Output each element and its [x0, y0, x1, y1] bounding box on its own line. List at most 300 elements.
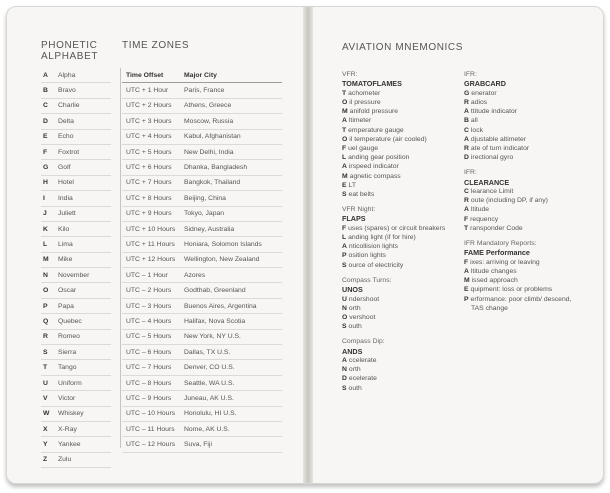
mnemonic-text: LT	[348, 181, 356, 189]
mnemonic-letter: M	[464, 277, 470, 285]
mnemonic-text: nticollision lights	[348, 243, 399, 251]
alphabet-letter: G	[43, 164, 49, 172]
mnemonic-item	[342, 374, 462, 383]
mnemonic-text: lock	[470, 126, 484, 134]
mnemonic-letter: R	[464, 98, 469, 106]
alphabet-letter: M	[43, 256, 49, 264]
alphabet-letter: U	[43, 379, 48, 387]
mnemonic-item	[342, 144, 462, 153]
time-zone-row	[122, 83, 282, 98]
major-city: Godthab, Greenland	[184, 287, 246, 295]
mnemonic-letter: L	[342, 234, 347, 242]
mnemonic-category: Compass Turns:	[342, 276, 392, 284]
major-city-header: Major City	[184, 71, 217, 79]
time-zone-row	[122, 360, 282, 375]
mnemonic-item	[464, 258, 584, 267]
mnemonic-block	[464, 70, 584, 162]
mnemonic-letter: D	[342, 375, 347, 383]
alphabet-word: Kilo	[58, 225, 70, 233]
major-city: New Delhi, India	[184, 148, 234, 156]
mnemonic-text: ecelerate	[348, 375, 377, 383]
mnemonic-item	[464, 295, 584, 313]
alphabet-word: Lima	[58, 240, 73, 248]
alphabet-row	[41, 253, 111, 268]
major-city: Juneau, AK U.S.	[184, 394, 234, 402]
mnemonic-letter: O	[342, 135, 348, 143]
alphabet-letter: P	[43, 302, 48, 310]
alphabet-word: Yankee	[58, 441, 81, 449]
mnemonic-name: GRABCARD	[464, 79, 506, 89]
mnemonic-text: djustable altimeter	[470, 135, 527, 143]
mnemonic-letter: R	[464, 197, 469, 205]
mnemonic-item	[464, 89, 584, 98]
mnemonic-item	[342, 356, 462, 365]
mnemonic-letter: G	[464, 89, 470, 97]
time-offset: UTC – 2 Hours	[126, 287, 172, 295]
major-city: Dallas, TX U.S.	[184, 348, 231, 356]
major-city: Honiara, Solomon Islands	[184, 240, 262, 248]
alphabet-word: Uniform	[58, 379, 82, 387]
time-offset: UTC – 11 Hours	[126, 425, 175, 433]
mnemonic-text: il temperature (air cooled)	[349, 135, 427, 143]
mnemonic-text: uel gauge	[348, 144, 379, 152]
mnemonic-text: ate of turn indicator	[470, 144, 530, 152]
mnemonic-item	[342, 116, 462, 125]
mnemonic-text: issed approach	[471, 277, 518, 285]
alphabet-letter: T	[43, 364, 48, 372]
mnemonic-letter: S	[342, 190, 347, 198]
time-zone-row	[122, 330, 282, 345]
time-zone-row	[122, 176, 282, 191]
alphabet-word: Charlie	[58, 102, 80, 110]
alphabet-row	[41, 268, 111, 283]
mnemonic-item	[464, 153, 584, 162]
mnemonic-item	[342, 89, 462, 98]
alphabet-letter: F	[43, 148, 48, 156]
alphabet-row	[41, 99, 111, 114]
time-offset: UTC – 1 Hour	[126, 271, 168, 279]
major-city: Honolulu, HI U.S.	[184, 410, 237, 418]
right-page	[313, 7, 603, 483]
alphabet-row	[41, 68, 111, 83]
major-city: Azores	[184, 271, 206, 279]
mnemonic-text: ixes: arriving or leaving	[470, 258, 540, 266]
alphabet-letter: D	[43, 117, 48, 125]
mnemonic-letter: A	[464, 108, 469, 116]
mnemonic-item	[464, 276, 584, 285]
alphabet-row	[41, 314, 111, 329]
mnemonic-text: requency	[470, 215, 499, 223]
major-city: Buenos Aires, Argentina	[184, 302, 257, 310]
time-offset: UTC – 5 Hours	[126, 333, 172, 341]
time-offset: UTC – 7 Hours	[126, 364, 172, 372]
mnemonic-item	[464, 116, 584, 125]
major-city: Suva, Fiji	[184, 441, 212, 449]
mnemonic-item	[464, 267, 584, 276]
mnemonic-item	[342, 365, 462, 374]
time-zone-row	[122, 207, 282, 222]
alphabet-word: Golf	[58, 164, 71, 172]
alphabet-row	[41, 114, 111, 129]
mnemonic-item	[464, 135, 584, 144]
mnemonic-letter: C	[464, 188, 469, 196]
mnemonics-column-right	[464, 70, 584, 319]
time-offset: UTC – 4 Hours	[126, 317, 172, 325]
mnemonic-item	[342, 313, 462, 322]
time-offset: UTC – 10 Hours	[126, 410, 176, 418]
mnemonic-text: anding light (if for hire)	[348, 234, 416, 242]
time-offset: UTC + 11 Hours	[126, 240, 175, 248]
major-city: Wellington, New Zealand	[184, 256, 260, 264]
mnemonic-text: vershoot	[349, 313, 376, 321]
alphabet-word: Delta	[58, 117, 74, 125]
mnemonic-letter: A	[464, 267, 469, 275]
time-zone-row	[122, 99, 282, 114]
mnemonic-name: FLAPS	[342, 214, 366, 224]
mnemonic-item	[342, 224, 462, 233]
alphabet-letter: S	[43, 348, 48, 356]
major-city: New York, NY U.S.	[184, 333, 241, 341]
mnemonic-text: irectional gyro	[470, 154, 514, 162]
mnemonic-item	[464, 205, 584, 214]
mnemonic-item	[342, 153, 462, 162]
time-zone-row	[122, 191, 282, 206]
mnemonic-letter: R	[464, 144, 469, 152]
alphabet-word: Alpha	[58, 71, 76, 79]
mnemonic-text: adios	[470, 98, 488, 106]
mnemonic-letter: F	[342, 144, 347, 152]
mnemonic-letter: E	[342, 181, 347, 189]
mnemonic-item	[464, 285, 584, 294]
book-spine	[303, 7, 313, 483]
alphabet-letter: O	[43, 287, 49, 295]
time-offset: UTC + 2 Hours	[126, 102, 172, 110]
mnemonic-item	[464, 107, 584, 116]
time-offset: UTC + 7 Hours	[126, 179, 172, 187]
alphabet-word: Victor	[58, 394, 76, 402]
alphabet-word: Hotel	[58, 179, 74, 187]
mnemonic-item	[342, 162, 462, 171]
mnemonic-letter: P	[464, 295, 469, 303]
mnemonic-block	[342, 276, 462, 332]
mnemonic-category: IFR:	[464, 169, 477, 177]
time-zone-row	[122, 314, 282, 329]
mnemonic-category: IFR Mandatory Reports:	[464, 240, 537, 248]
time-zone-row	[122, 437, 282, 452]
mnemonic-block	[342, 337, 462, 393]
alphabet-row	[41, 83, 111, 98]
time-offset: UTC + 1 Hour	[126, 87, 169, 95]
time-offset: UTC – 12 Hours	[126, 441, 176, 449]
mnemonic-text: outh	[348, 384, 362, 392]
mnemonic-item	[342, 98, 462, 107]
major-city: Halifax, Nova Scotia	[184, 317, 246, 325]
mnemonic-text: il pressure	[349, 98, 381, 106]
mnemonic-letter: M	[342, 172, 348, 180]
alphabet-row	[41, 191, 111, 206]
mnemonic-letter: F	[464, 215, 469, 223]
mnemonic-text: outh	[348, 323, 362, 331]
mnemonic-text: osition lights	[348, 252, 386, 260]
time-offset-header: Time Offset	[126, 71, 164, 79]
mnemonic-text: ransponder Code	[470, 224, 523, 232]
mnemonic-letter: A	[342, 357, 347, 365]
mnemonic-text: ccelerate	[348, 357, 377, 365]
mnemonic-item	[342, 233, 462, 242]
major-city: Denver, CO U.S.	[184, 364, 235, 372]
time-zone-row	[122, 376, 282, 391]
mnemonic-name: CLEARANCE	[464, 177, 510, 187]
mnemonic-item	[464, 126, 584, 135]
major-city: Seattle, WA U.S.	[184, 379, 235, 387]
time-zones-title: TIME ZONES	[122, 40, 190, 51]
time-zone-row	[122, 160, 282, 175]
major-city: Tokyo, Japan	[184, 210, 225, 218]
alphabet-letter: H	[43, 179, 48, 187]
time-zone-row	[122, 407, 282, 422]
alphabet-row	[41, 222, 111, 237]
aviation-mnemonics-title: AVIATION MNEMONICS	[342, 42, 463, 53]
mnemonic-name: TOMATOFLAMES	[342, 79, 402, 89]
alphabet-word: India	[58, 194, 73, 202]
alphabet-row	[41, 237, 111, 252]
mnemonic-item	[342, 181, 462, 190]
time-zone-rows	[122, 83, 282, 452]
alphabet-row	[41, 283, 111, 298]
major-city: Dhanka, Bangladesh	[184, 164, 248, 172]
alphabet-row	[41, 453, 111, 468]
mnemonic-text: irspeed indicator	[348, 163, 399, 171]
time-zone-row	[122, 391, 282, 406]
time-offset: UTC + 6 Hours	[126, 164, 172, 172]
mnemonic-letter: F	[342, 224, 347, 232]
time-zone-row	[122, 114, 282, 129]
mnemonic-letter: S	[342, 384, 347, 392]
mnemonic-letter: E	[464, 286, 469, 294]
mnemonic-item	[342, 251, 462, 260]
time-zone-row	[122, 268, 282, 283]
mnemonic-item	[464, 224, 584, 233]
mnemonic-name: UNOS	[342, 285, 363, 295]
alphabet-word: X-Ray	[58, 425, 77, 433]
alphabet-letter: X	[43, 425, 48, 433]
mnemonic-category: VFR Night:	[342, 206, 376, 214]
time-offset: UTC + 8 Hours	[126, 194, 172, 202]
mnemonic-letter: C	[464, 126, 469, 134]
time-zone-row	[122, 130, 282, 145]
alphabet-letter: W	[43, 410, 50, 418]
mnemonic-item	[342, 242, 462, 251]
mnemonic-letter: A	[342, 163, 347, 171]
mnemonic-letter: A	[342, 117, 347, 125]
alphabet-letter: Q	[43, 317, 49, 325]
phonetic-alphabet-title: PHONETIC ALPHABET	[41, 40, 99, 62]
mnemonic-letter: A	[464, 206, 469, 214]
mnemonic-block	[342, 205, 462, 270]
alphabet-word: Juliett	[58, 210, 76, 218]
mnemonic-text: erformance: poor climb/ descend, TAS change	[470, 295, 572, 312]
mnemonic-text: enerator	[471, 89, 497, 97]
alphabet-word: Zulu	[58, 456, 72, 464]
alphabet-letter: Y	[43, 441, 48, 449]
alphabet-row	[41, 145, 111, 160]
mnemonic-name: ANDS	[342, 346, 363, 356]
mnemonic-item	[342, 261, 462, 270]
alphabet-word: Papa	[58, 302, 74, 310]
mnemonic-text: eat belts	[348, 190, 375, 198]
alphabet-row	[41, 207, 111, 222]
time-zone-table	[122, 68, 282, 453]
left-page	[7, 7, 303, 483]
mnemonic-item	[464, 144, 584, 153]
alphabet-word: November	[58, 271, 90, 279]
mnemonic-letter: N	[342, 366, 347, 374]
mnemonic-block	[342, 70, 462, 199]
alphabet-row	[41, 160, 111, 175]
mnemonic-letter: L	[342, 154, 347, 162]
mnemonics-column-left	[342, 70, 462, 399]
mnemonic-text: uses (spares) or circuit breakers	[348, 224, 446, 232]
mnemonic-letter: F	[464, 258, 469, 266]
mnemonic-letter: S	[342, 261, 347, 269]
mnemonic-letter: A	[342, 243, 347, 251]
mnemonic-item	[464, 215, 584, 224]
major-city: Athens, Greece	[184, 102, 232, 110]
alphabet-row	[41, 437, 111, 452]
alphabet-letter: B	[43, 87, 48, 95]
mnemonic-letter: B	[464, 117, 469, 125]
time-zone-header-row	[122, 68, 282, 83]
major-city: Bangkok, Thailand	[184, 179, 241, 187]
alphabet-letter: I	[43, 194, 45, 202]
time-offset: UTC + 10 Hours	[126, 225, 176, 233]
mnemonic-text: quipment: loss or problems	[470, 286, 553, 294]
alphabet-row	[41, 360, 111, 375]
major-city: Paris, France	[184, 87, 225, 95]
mnemonic-text: ttitude indicator	[470, 108, 518, 116]
mnemonic-text: ndershoot	[348, 295, 380, 303]
mnemonic-letter: T	[342, 126, 347, 134]
time-zone-row	[122, 222, 282, 237]
mnemonic-block	[464, 168, 584, 233]
alphabet-word: Echo	[58, 133, 74, 141]
alphabet-row	[41, 176, 111, 191]
mnemonic-item	[342, 295, 462, 304]
mnemonic-item	[342, 384, 462, 393]
alphabet-row	[41, 376, 111, 391]
alphabet-word: Foxtrot	[58, 148, 80, 156]
alphabet-letter: J	[43, 210, 47, 218]
mnemonic-item	[342, 107, 462, 116]
time-offset: UTC + 4 Hours	[126, 133, 172, 141]
alphabet-row	[41, 422, 111, 437]
mnemonic-text: ource of electricity	[348, 261, 404, 269]
mnemonic-letter: M	[342, 108, 348, 116]
time-zone-row	[122, 237, 282, 252]
mnemonic-text: ltitude	[470, 206, 490, 214]
mnemonic-text: agnetic compass	[349, 172, 401, 180]
mnemonic-category: VFR:	[342, 71, 358, 78]
mnemonic-item	[342, 135, 462, 144]
time-offset: UTC – 8 Hours	[126, 379, 172, 387]
time-offset: UTC + 12 Hours	[126, 256, 176, 264]
time-zone-row	[122, 299, 282, 314]
alphabet-row	[41, 391, 111, 406]
major-city: Sidney, Australia	[184, 225, 235, 233]
mnemonic-item	[464, 196, 584, 205]
alphabet-word: Bravo	[58, 87, 76, 95]
mnemonic-item	[342, 126, 462, 135]
time-zone-row	[122, 283, 282, 298]
alphabet-word: Mike	[58, 256, 73, 264]
time-zone-row	[122, 145, 282, 160]
mnemonic-text: anifold pressure	[349, 108, 399, 116]
time-zone-row	[122, 253, 282, 268]
mnemonic-letter: S	[342, 323, 347, 331]
major-city: Beijing, China	[184, 194, 226, 202]
alphabet-word: Romeo	[58, 333, 80, 341]
major-city: Nome, AK U.S.	[184, 425, 230, 433]
alphabet-word: Tango	[58, 364, 77, 372]
alphabet-row	[41, 130, 111, 145]
mnemonic-name: FAME Performance	[464, 248, 530, 258]
mnemonic-letter: O	[342, 313, 348, 321]
mnemonic-item	[464, 187, 584, 196]
mnemonic-text: emperature gauge	[348, 126, 404, 134]
time-zone-row	[122, 422, 282, 437]
mnemonic-text: ltimeter	[348, 117, 372, 125]
mnemonic-item	[342, 322, 462, 331]
alphabet-word: Quebec	[58, 317, 82, 325]
mnemonic-text: learance Limit	[470, 188, 514, 196]
time-offset: UTC – 9 Hours	[126, 394, 172, 402]
mnemonic-text: anding gear position	[348, 154, 410, 162]
alphabet-word: Sierra	[58, 348, 77, 356]
alphabet-word: Whiskey	[58, 410, 84, 418]
mnemonic-text: ltitude changes	[470, 267, 517, 275]
alphabet-letter: K	[43, 225, 48, 233]
time-offset: UTC + 5 Hours	[126, 148, 172, 156]
mnemonic-category: Compass Dip:	[342, 338, 385, 346]
alphabet-row	[41, 345, 111, 360]
major-city: Moscow, Russia	[184, 117, 234, 125]
alphabet-row	[41, 330, 111, 345]
mnemonic-text: orth	[348, 366, 361, 374]
mnemonic-letter: D	[464, 154, 469, 162]
mnemonic-item	[342, 172, 462, 181]
mnemonic-letter: O	[342, 98, 348, 106]
time-offset: UTC + 9 Hours	[126, 210, 172, 218]
notebook-spread	[6, 6, 604, 484]
phonetic-alphabet-list	[41, 68, 111, 468]
alphabet-row	[41, 407, 111, 422]
mnemonic-text: orth	[348, 304, 361, 312]
major-city: Kabul, Afghanistan	[184, 133, 241, 141]
mnemonic-text: oute (including DP, if any)	[470, 197, 548, 205]
mnemonic-letter: T	[342, 89, 347, 97]
mnemonic-letter: P	[342, 252, 347, 260]
alphabet-letter: Z	[43, 456, 48, 464]
alphabet-word: Oscar	[58, 287, 77, 295]
time-offset: UTC – 3 Hours	[126, 302, 172, 310]
alphabet-letter: R	[43, 333, 48, 341]
time-zone-row	[122, 345, 282, 360]
mnemonic-category: IFR:	[464, 71, 477, 78]
mnemonic-item	[342, 304, 462, 313]
mnemonic-letter: N	[342, 304, 347, 312]
alphabet-letter: L	[43, 240, 48, 248]
mnemonic-letter: T	[464, 224, 469, 232]
